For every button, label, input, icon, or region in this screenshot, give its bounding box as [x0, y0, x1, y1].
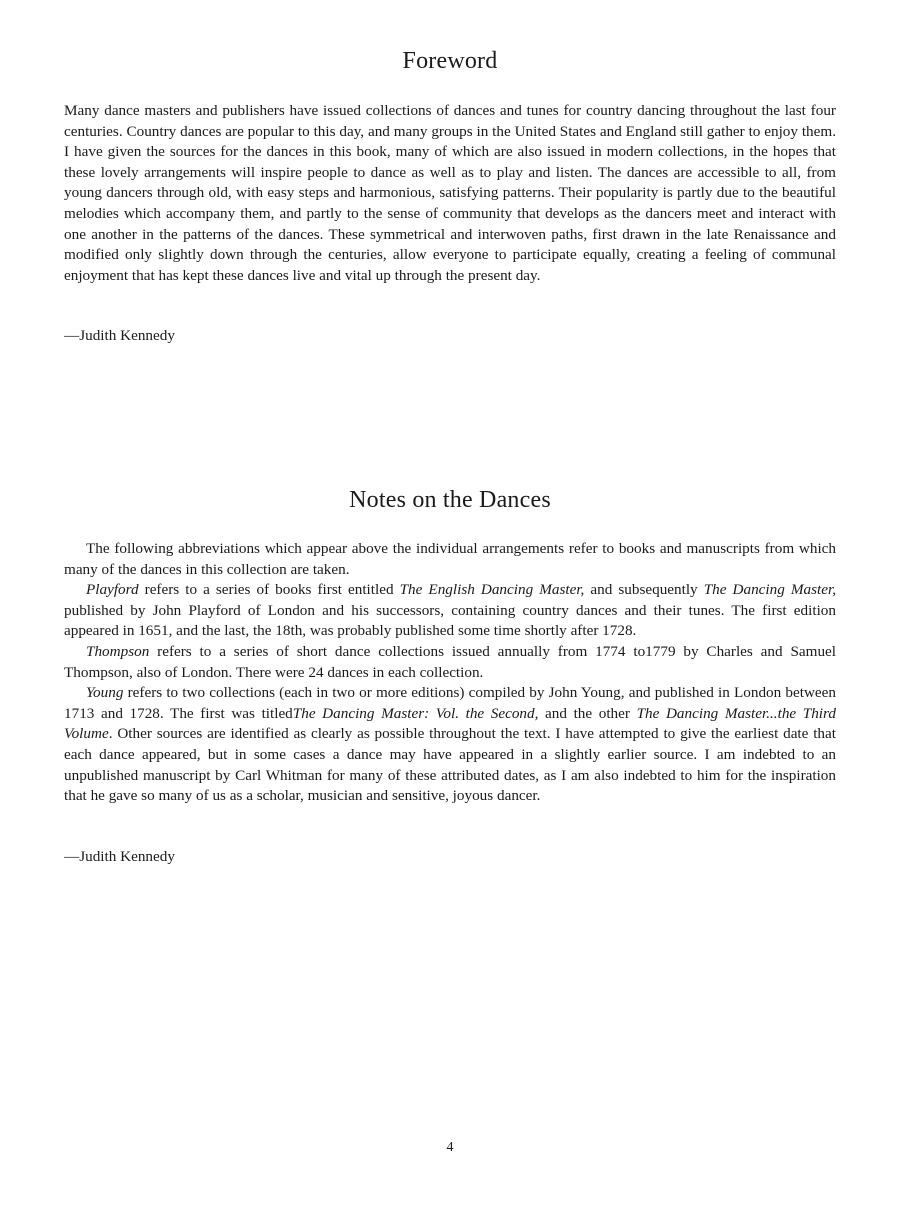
young-text-c: . Other sources are identified as clearly as possible throughout the text. I have attempted to give the earliest date that each dance appeared, but in some cases a dance may have appeared in a slightly earlier source. I am indebted to an unpublished manuscript by Carl Whitman for many of these attributed dates, as I am also indebted to him for the inspiration that he gave so many of us as a scholar, musician and sensitive, joyous dancer.	[64, 725, 836, 805]
young-text-b: and the other	[538, 704, 637, 722]
notes-title: Notes on the Dances	[349, 487, 551, 513]
playford-text-b: and subsequently	[584, 581, 704, 599]
notes-thompson-paragraph	[64, 642, 836, 683]
notes-young-paragraph	[64, 683, 836, 807]
playford-title-2: The Dancing Master,	[703, 581, 837, 599]
foreword-signature: —Judith Kennedy	[64, 327, 175, 344]
playford-text-c: published by John Playford of London and his successors, containing country dances and their tunes. The first edition appeared in 1651, and the last, the 18th, was probably published some time shortly after 1728.	[64, 601, 836, 640]
thompson-text: refers to a series of short dance collections issued annually from 1774 to1779 by Charles and Samuel Thompson, also of London. There were 24 dances in each collection.	[64, 642, 836, 681]
playford-title-1: The English Dancing Master,	[399, 581, 585, 599]
notes-intro-paragraph: The following abbreviations which appear above the individual arrangements refer to books and manuscripts from which many of the dances in this collection are taken.	[64, 540, 836, 578]
thompson-term: Thompson	[86, 642, 150, 660]
young-term: Young	[86, 684, 124, 702]
young-title-2: The Dancing Master...the Third Volume	[64, 704, 836, 743]
notes-body	[64, 539, 836, 807]
playford-text-a: refers to a series of books first entitled	[138, 581, 400, 599]
notes-playford-paragraph	[64, 580, 836, 642]
young-title-1: The Dancing Master: Vol. the Second,	[292, 704, 539, 722]
young-text-a: refers to two collections (each in two or more editions) compiled by John Young, and published in London between 1713 and 1728. The first was titled	[64, 684, 836, 722]
notes-signature: —Judith Kennedy	[64, 848, 175, 865]
foreword-paragraph: Many dance masters and publishers have issued collections of dances and tunes for country dancing throughout the last four centuries. Country dances are popular to this day, and many groups in the United States and England still gather to enjoy them. I have given the sources for the dances in this book, many of which are also issued in modern collections, in the hopes that these lovely arrangements will inspire people to dance as well as to play and listen. The dances are accessible to all, from young dancers through old, with easy steps and harmonious, satisfying patterns. Their popularity is partly due to the beautiful melodies which accompany them, and partly to the sense of community that develops as the dancers meet and interact with one another in the patterns of the dances. These symmetrical and interwoven paths, first drawn in the late Renaissance and modified only slightly down through the centuries, allow everyone to participate equally, creating a feeling of communal enjoyment that has kept these dances live and vital up through the present day.	[64, 102, 836, 284]
playford-term: Playford	[86, 581, 139, 599]
foreword-title: Foreword	[402, 48, 498, 74]
page-number: 4	[446, 1140, 454, 1155]
